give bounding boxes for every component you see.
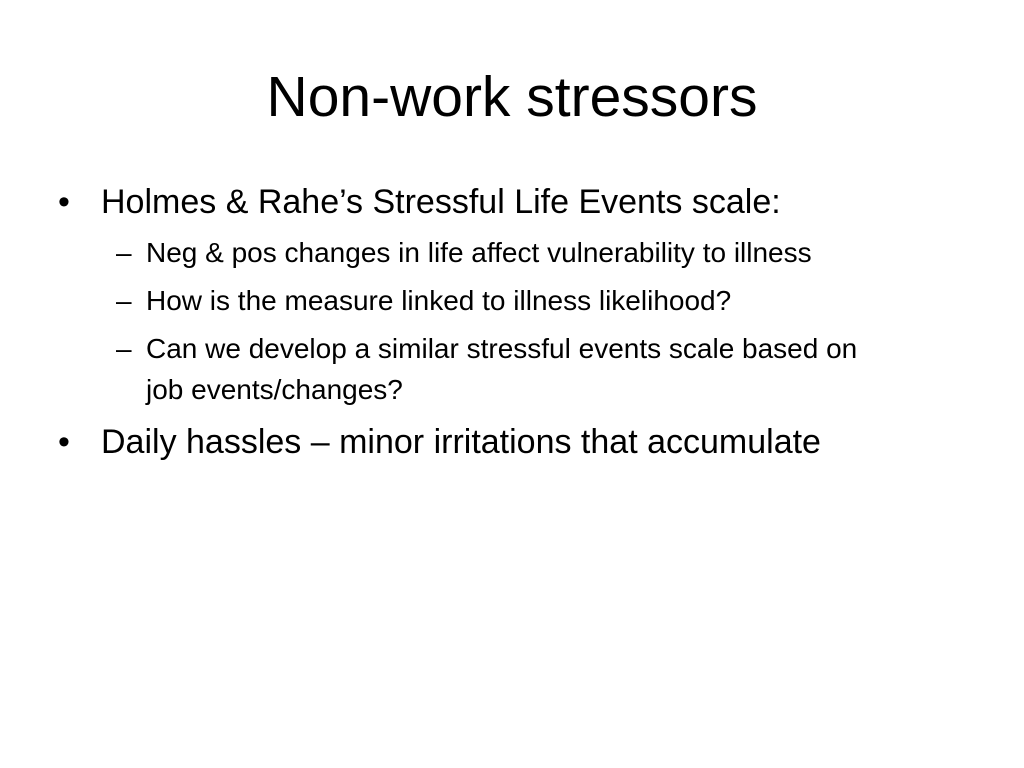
sub-bullet-item xyxy=(101,328,866,410)
bullet-marker: • xyxy=(58,423,70,461)
bullet-marker: • xyxy=(58,183,70,221)
bullet-text: Holmes & Rahe’s Stressful Life Events scale: xyxy=(101,183,781,221)
sub-bullet-list xyxy=(101,232,958,410)
bullet-text: Daily hassles – minor irritations that accumulate xyxy=(101,423,821,461)
bullet-item xyxy=(58,420,958,464)
sub-bullet-text: Can we develop a similar stressful events scale based on job events/changes? xyxy=(146,333,858,405)
dash-marker: – xyxy=(116,237,132,268)
slide-title: Non-work stressors xyxy=(266,65,758,129)
bullet-list xyxy=(58,180,958,472)
sub-bullet-text: How is the measure linked to illness likelihood? xyxy=(146,285,732,316)
sub-bullet-text: Neg & pos changes in life affect vulnerability to illness xyxy=(146,237,812,268)
dash-marker: – xyxy=(116,285,132,316)
bullet-item xyxy=(58,180,958,410)
dash-marker: – xyxy=(116,333,132,364)
sub-bullet-item xyxy=(101,280,866,321)
sub-bullet-item xyxy=(101,232,866,273)
